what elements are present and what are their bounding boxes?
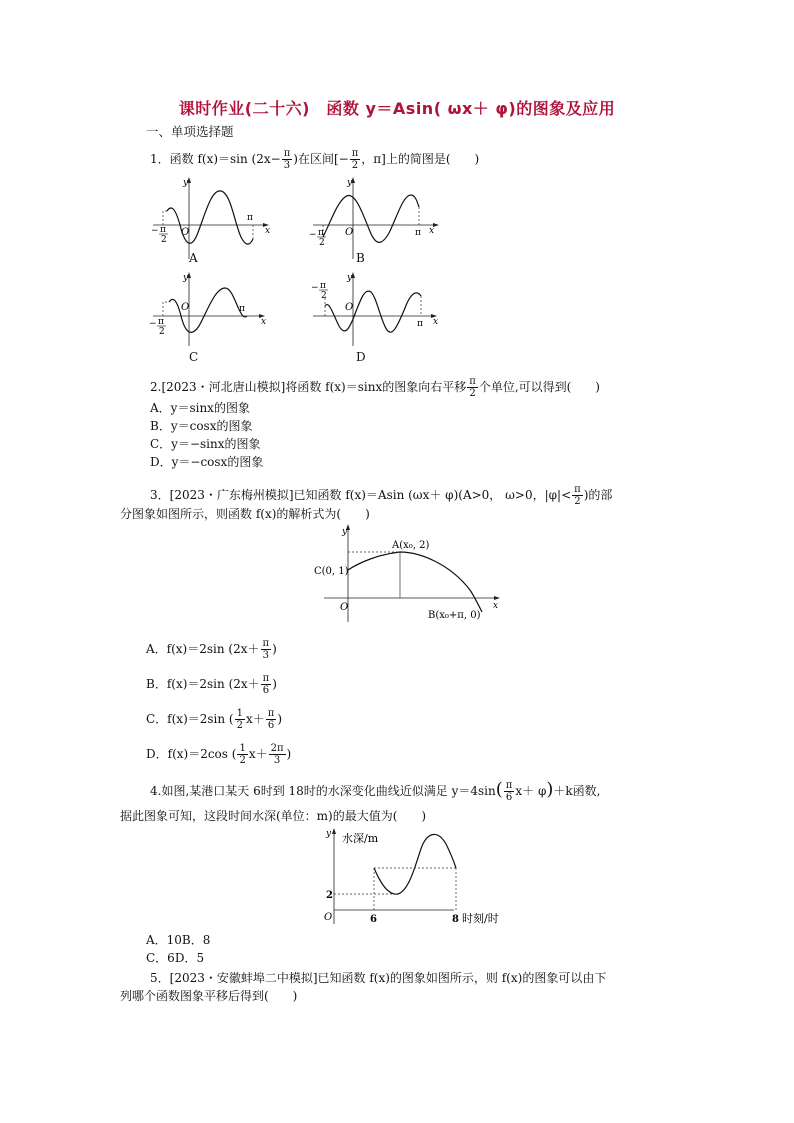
question-2 xyxy=(150,376,600,399)
q3-graph xyxy=(310,522,510,626)
q4-frac: $\frac{\pi}{6}$ xyxy=(505,780,513,803)
q1c-tick-den: 2 xyxy=(159,327,165,337)
q1b-origin: O xyxy=(345,227,354,238)
q1b-tick-pi: π xyxy=(415,228,421,238)
q2-text-1: 2.[2023・河北唐山模拟]将函数 f(x)＝sinx的图象向右平移 xyxy=(150,380,467,394)
q1c-tick-pi: π xyxy=(239,304,245,314)
question-3 xyxy=(150,484,612,507)
q3-point-c: C(0, 1) xyxy=(314,566,349,577)
q2-text-2: 个单位,可以得到( ) xyxy=(478,380,600,394)
q1-label-b: B xyxy=(356,251,365,265)
q3-axis-y: y xyxy=(342,527,348,537)
q3-option-c[interactable]: C．f(x)＝2sin ( $\frac{1}{2}$ x＋ $\frac{\pi}{6}$ ) xyxy=(146,708,283,731)
q3-option-b[interactable]: B．f(x)＝2sin (2x＋ $\frac{\pi}{6}$ ) xyxy=(146,673,277,696)
q2-option-d[interactable]: D．y＝−cosx的图象 xyxy=(150,455,264,469)
q1a-axis-x: x xyxy=(265,226,271,236)
q4-x-tick-1: 6 xyxy=(370,914,377,925)
q1d-axis-x: x xyxy=(433,317,439,327)
q1-label-c: C xyxy=(189,350,199,364)
svg-text:−: − xyxy=(151,226,159,236)
q4-origin: O xyxy=(324,912,333,923)
q4-graph xyxy=(318,824,499,928)
q2-option-b[interactable]: B．y＝cosx的图象 xyxy=(150,419,253,433)
question-5: 5．[2023・安徽蚌埠二中模拟]已知函数 f(x)的图象如图所示，则 f(x)的图象可以由下 xyxy=(150,971,607,985)
q1-graph-d xyxy=(305,270,445,350)
q1a-origin: O xyxy=(181,227,190,238)
q1-mid: )在区间[− xyxy=(293,152,349,166)
svg-text:−: − xyxy=(309,230,317,240)
q1b-tick-num: π xyxy=(318,228,324,238)
q1-frac-1: $\frac{\pi}{3}$ xyxy=(283,148,291,171)
svg-text:−: − xyxy=(149,319,157,329)
q1b-axis-y: y xyxy=(347,178,353,188)
q1d-tick-num: π xyxy=(320,281,326,291)
q4-x-tick-2: 8 xyxy=(452,914,459,925)
q3-option-a[interactable]: A．f(x)＝2sin (2x＋ $\frac{\pi}{3}$ ) xyxy=(146,638,277,661)
q4-text-3: ＋k函数, xyxy=(553,784,601,798)
q1c-tick-num: π xyxy=(158,317,164,327)
q3-text-1: 3．[2023・广东梅州模拟]已知函数 f(x)＝Asin (ωx＋ φ)(A>0， ω>0，|φ|< xyxy=(150,488,572,502)
q1b-axis-x: x xyxy=(429,226,435,236)
q1a-tick-den: 2 xyxy=(161,235,167,245)
q1-label-a: A xyxy=(189,251,198,265)
q3-frac: $\frac{\pi}{2}$ xyxy=(574,484,581,507)
q3-origin: O xyxy=(340,602,349,613)
q3-line-2: 分图象如图所示，则函数 f(x)的解析式为( ) xyxy=(120,507,370,521)
q4-ylabel: 水深/m xyxy=(342,832,379,845)
page-title: 课时作业(二十六) 函数 y＝Asin( ωx＋ φ)的图象及应用 xyxy=(178,99,616,118)
q1b-tick-den: 2 xyxy=(319,238,325,248)
q1-graph-a xyxy=(145,175,275,265)
q2-option-a[interactable]: A．y＝sinx的图象 xyxy=(150,401,250,415)
q4-xlabel: 时刻/时 xyxy=(462,912,499,925)
q2-option-c[interactable]: C．y＝−sinx的图象 xyxy=(150,437,261,451)
q3-point-b: B(x₀+π, 0) xyxy=(428,610,481,621)
section-heading: 一、单项选择题 xyxy=(146,124,234,139)
q3-option-d[interactable]: D．f(x)＝2cos ( $\frac{1}{2}$ x＋ $\frac{2\pi}{3}$ ) xyxy=(146,743,292,766)
q1-label-d: D xyxy=(356,350,366,364)
q1a-tick-pi: π xyxy=(247,213,253,223)
q5-line-2: 列哪个函数图象平移后得到( ) xyxy=(120,989,298,1003)
q1c-axis-y: y xyxy=(183,273,189,283)
q1-suffix: ，π]上的简图是( ) xyxy=(361,152,480,166)
q4-text-2: x＋ φ xyxy=(515,784,547,798)
q4-options-line-2[interactable]: C．6D．5 xyxy=(146,951,205,965)
q1d-axis-y: y xyxy=(347,273,353,283)
q1-frac-2: $\frac{\pi}{2}$ xyxy=(351,148,359,171)
q2-frac: $\frac{\pi}{2}$ xyxy=(469,376,476,399)
q3-point-a: A(x₀, 2) xyxy=(392,540,430,551)
svg-text:−: − xyxy=(311,283,319,293)
q1a-axis-y: y xyxy=(183,178,189,188)
question-4: 4.如图,某港口某天 6时到 18时的水深变化曲线近似满足 y＝4sin( $\frac{\pi}{6}$ x＋ φ)＋k函数, xyxy=(150,779,601,803)
q4-text-1: 4.如图,某港口某天 6时到 18时的水深变化曲线近似满足 y＝4sin xyxy=(150,784,496,798)
q1-graph-c xyxy=(145,270,275,350)
q4-line-2: 据此图象可知，这段时间水深(单位：m)的最大值为( ) xyxy=(120,809,427,823)
q1d-origin: O xyxy=(345,302,354,313)
q1-graph-b xyxy=(305,175,445,265)
q1a-tick-num: π xyxy=(160,225,166,235)
q1d-tick-den: 2 xyxy=(321,291,327,301)
q4-options-line-1[interactable]: A．10B．8 xyxy=(146,933,211,947)
q3-axis-x: x xyxy=(493,601,499,611)
question-1 xyxy=(150,148,479,171)
q1d-tick-pi: π xyxy=(417,319,423,329)
q4-y-tick: 2 xyxy=(326,890,333,901)
q1c-origin: O xyxy=(181,302,190,313)
q1-prefix: 1．函数 f(x)＝sin (2x− xyxy=(150,152,281,166)
q4-axis-y: y xyxy=(326,829,332,839)
q3-text-2: )的部 xyxy=(583,488,613,502)
q1c-axis-x: x xyxy=(261,317,267,327)
